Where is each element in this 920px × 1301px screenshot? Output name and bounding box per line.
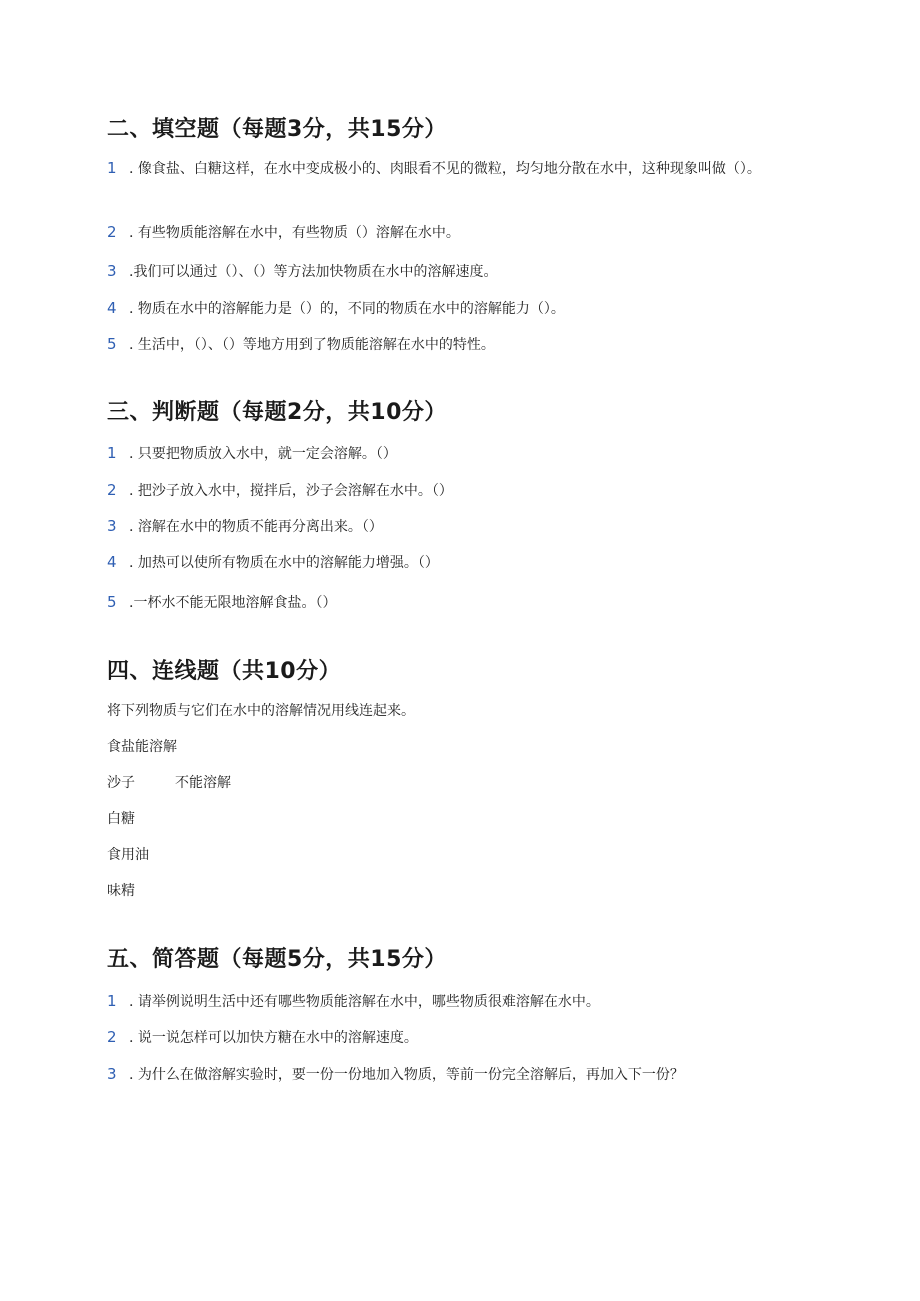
question-number: 1 — [107, 444, 117, 462]
question-number: 2 — [107, 223, 117, 241]
question-number: 5 — [107, 593, 117, 611]
section-title-fill: 二、填空题（每题3分，共15分） — [107, 117, 447, 142]
judge-question-5 — [107, 589, 797, 616]
question-text: . 请举例说明生活中还有哪些物质能溶解在水中，哪些物质很难溶解在水中。 — [129, 994, 600, 1010]
fill-question-4 — [107, 295, 797, 322]
question-number: 5 — [107, 335, 117, 353]
section-title-judge: 三、判断题（每题2分，共10分） — [107, 400, 447, 425]
question-text: . 有些物质能溶解在水中，有些物质（）溶解在水中。 — [129, 225, 460, 241]
short-question-2 — [107, 1024, 797, 1051]
question-number: 3 — [107, 262, 117, 280]
question-number: 4 — [107, 299, 117, 317]
match-left-item: 沙子 — [107, 775, 135, 791]
question-number: 3 — [107, 517, 117, 535]
judge-question-3 — [107, 513, 797, 540]
question-number: 1 — [107, 992, 117, 1010]
short-question-1 — [107, 988, 797, 1015]
question-text: . 加热可以使所有物质在水中的溶解能力增强。（） — [129, 555, 439, 571]
question-text: . 像食盐、白糖这样，在水中变成极小的、肉眼看不见的微粒，均匀地分散在水中，这种现象叫做（）。 — [129, 161, 761, 177]
question-text: .我们可以通过（）、（）等方法加快物质在水中的溶解速度。 — [129, 264, 498, 280]
question-text: . 说一说怎样可以加快方糖在水中的溶解速度。 — [129, 1030, 418, 1046]
question-number: 1 — [107, 159, 117, 177]
fill-question-1 — [107, 155, 797, 182]
judge-question-4 — [107, 549, 797, 576]
fill-question-2 — [107, 219, 797, 246]
match-left-item: 食用油 — [107, 847, 149, 863]
match-left-item: 白糖 — [107, 811, 135, 827]
short-question-3 — [107, 1061, 797, 1088]
question-text: .一杯水不能无限地溶解食盐。（） — [129, 595, 337, 611]
question-text: . 生活中，（）、（）等地方用到了物质能溶解在水中的特性。 — [129, 337, 495, 353]
question-text: . 把沙子放入水中，搅拌后，沙子会溶解在水中。（） — [129, 483, 453, 499]
question-number: 3 — [107, 1065, 117, 1083]
question-number: 4 — [107, 553, 117, 571]
question-text: . 只要把物质放入水中，就一定会溶解。（） — [129, 446, 397, 462]
match-left-item: 食盐能溶解 — [107, 739, 177, 755]
match-instruction: 将下列物质与它们在水中的溶解情况用线连起来。 — [107, 703, 415, 719]
judge-question-2 — [107, 477, 797, 504]
question-number: 2 — [107, 1028, 117, 1046]
question-text: . 为什么在做溶解实验时，要一份一份地加入物质，等前一份完全溶解后，再加入下一份？ — [129, 1067, 684, 1083]
question-text: . 溶解在水中的物质不能再分离出来。（） — [129, 519, 383, 535]
question-text: . 物质在水中的溶解能力是（）的，不同的物质在水中的溶解能力（）。 — [129, 301, 565, 317]
question-number: 2 — [107, 481, 117, 499]
match-right-item: 不能溶解 — [175, 775, 231, 791]
fill-question-3 — [107, 258, 797, 285]
section-title-short: 五、简答题（每题5分，共15分） — [107, 947, 447, 972]
section-title-match: 四、连线题（共10分） — [107, 659, 342, 684]
judge-question-1 — [107, 440, 797, 467]
match-left-item: 味精 — [107, 883, 135, 899]
fill-question-5 — [107, 331, 797, 358]
